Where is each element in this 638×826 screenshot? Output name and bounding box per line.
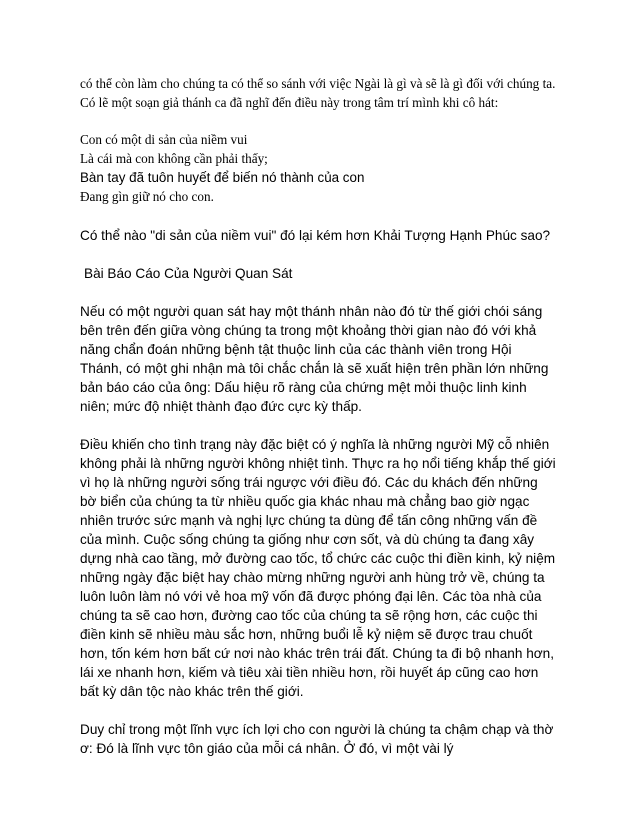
paragraph-observer: Nếu có một người quan sát hay một thánh nhân nào đó từ thế giới chói sáng bên trên đến giữa vòng chúng ta trong một khoảng thời gian nào đó với khả năng chẩn đoán những bệnh tật thuộc linh của các thành viên trong Hội Thánh, có một ghi nhận mà tôi chắc chắn là sẽ xuất hiện trên phần lớn những bản báo cáo của ông: Dấu hiệu rõ ràng của chứng mệt mỏi thuộc linh kinh niên; mức độ nhiệt thành đạo đức cực kỳ thấp. [80, 304, 549, 414]
hymn-line: Đang gìn giữ nó cho con. [80, 189, 214, 204]
paragraph-religion: Duy chỉ trong một lĩnh vực ích lợi cho con người là chúng ta chậm chạp và thờ ơ: Đó là lĩnh vực tôn giáo của mỗi cá nhân. Ở đó, vì một vài lý [80, 722, 554, 756]
paragraph-intro: có thể còn làm cho chúng ta có thể so sánh với việc Ngài là gì và sẽ là gì đối với chúng ta. Có lẽ một soạn giả thánh ca đã nghĩ đến điều này trong tâm trí mình khi cô hát: [80, 76, 556, 110]
hymn-line: Là cái mà con không cần phải thấy; [80, 151, 268, 166]
question-paragraph: Có thể nào "di sản của niềm vui" đó lại kém hơn Khải Tượng Hạnh Phúc sao? [80, 228, 551, 243]
page-content [80, 74, 556, 758]
hymn-line: Con có một di sản của niềm vui [80, 132, 248, 147]
section-heading: Bài Báo Cáo Của Người Quan Sát [84, 266, 293, 281]
hymn-quote [80, 130, 556, 206]
hymn-line: Bàn tay đã tuôn huyết để biến nó thành của con [80, 170, 365, 185]
paragraph-americans: Điều khiến cho tình trạng này đặc biệt có ý nghĩa là những người Mỹ cỗ nhiên không phải là những người không nhiệt tình. Thực ra họ nổi tiếng khắp thế giới vì họ là những người sống trái ngược với điều đó. Các du khách đến những bờ biển của chúng ta từ nhiều quốc gia khác nhau mà chẳng bao giờ ngạc nhiên trước sức mạnh và nghị lực chúng ta dùng để tấn công những vấn đề của mình. Cuộc sống chúng ta giống như cơn sốt, và dù chúng ta đang xây dựng nhà cao tầng, mở đường cao tốc, tổ chức các cuộc thi điền kinh, kỷ niệm những ngày đặc biệt hay chào mừng những người anh hùng trở về, chúng ta luôn luôn làm nó với vẻ hoa mỹ vốn đã được phóng đại lên. Các tòa nhà của chúng ta sẽ cao hơn, đường cao tốc của chúng ta sẽ rộng hơn, các cuộc thi điền kinh sẽ nhiều màu sắc hơn, những buổi lễ kỷ niệm sẽ được trau chuốt hơn, tốn kém hơn bất cứ nơi nào khác trên trái đất. Chúng ta đi bộ nhanh hơn, lái xe nhanh hơn, kiếm và tiêu xài tiền nhiều hơn, rồi huyết áp cũng cao hơn bất kỳ dân tộc nào khác trên thế giới. [80, 437, 556, 699]
